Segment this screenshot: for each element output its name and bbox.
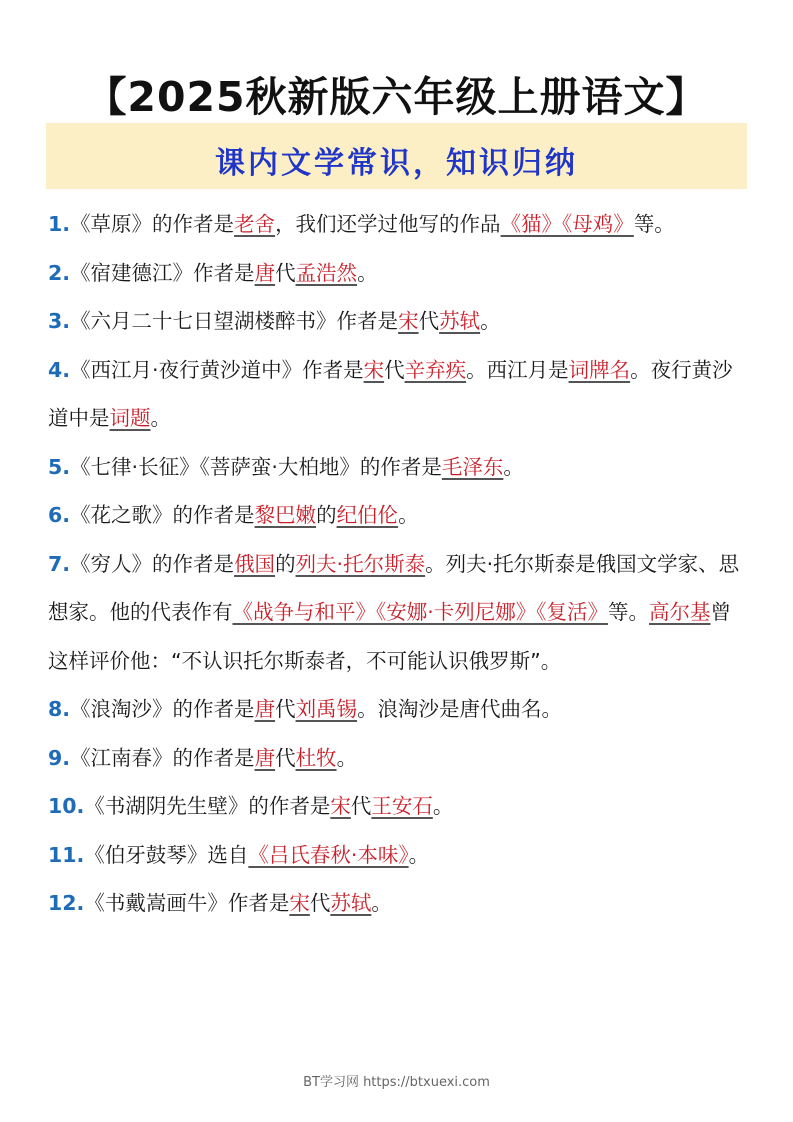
answer-text: 杜牧 bbox=[295, 745, 337, 770]
answer-text: 词题 bbox=[109, 406, 151, 430]
answer-text: 唐 bbox=[254, 260, 276, 285]
item-text: 代 bbox=[275, 745, 296, 770]
answer-text: 苏轼 bbox=[439, 309, 481, 333]
item-text: 《花之歌》的作者是 bbox=[70, 503, 255, 527]
answer-text: 孟浩然 bbox=[295, 260, 358, 285]
item-text: 代 bbox=[309, 891, 331, 915]
answer-text: 高尔基 bbox=[649, 600, 711, 624]
list-item bbox=[48, 443, 748, 492]
item-text: 。 bbox=[408, 842, 430, 867]
footer-source: BT学习网 https://btxuexi.com bbox=[303, 1075, 490, 1090]
item-text: 代 bbox=[275, 260, 296, 285]
answer-text: 《战争与和平》《安娜·卡列尼娜》《复活》 bbox=[232, 600, 609, 624]
list-item bbox=[48, 346, 748, 443]
list-item bbox=[48, 540, 748, 686]
item-text: ，我们还学过他写的作品 bbox=[275, 212, 501, 236]
knowledge-list bbox=[48, 200, 748, 928]
answer-text: 俄国 bbox=[234, 551, 276, 576]
list-item bbox=[48, 249, 748, 298]
item-text: 。 bbox=[336, 745, 358, 770]
answer-text: 列夫·托尔斯泰 bbox=[295, 551, 426, 576]
answer-text: 王安石 bbox=[371, 794, 433, 818]
item-text: 《书戴嵩画牛》作者是 bbox=[84, 891, 290, 915]
item-text: 《书湖阴先生壁》的作者是 bbox=[84, 794, 331, 818]
answer-text: 辛弃疾 bbox=[404, 357, 467, 382]
item-number: 1. bbox=[48, 212, 71, 236]
item-number: 2. bbox=[48, 260, 71, 285]
item-text: 代 bbox=[275, 697, 296, 721]
item-number: 11. bbox=[48, 842, 85, 867]
item-text: 《江南春》的作者是 bbox=[70, 745, 255, 770]
item-text: 等。 bbox=[608, 600, 650, 624]
item-text: 。列夫·托尔斯泰是俄国文学家、思想家。他的代表作有 bbox=[48, 551, 740, 624]
answer-text: 宋 bbox=[398, 309, 419, 333]
item-text: 代 bbox=[384, 357, 405, 382]
item-text: 的 bbox=[275, 551, 296, 576]
answer-text: 毛泽东 bbox=[441, 454, 504, 479]
item-text: 。 bbox=[357, 260, 378, 285]
item-text: 《六月二十七日望湖楼醉书》作者是 bbox=[70, 309, 399, 333]
list-item bbox=[48, 685, 748, 734]
answer-text: 《吕氏春秋·本味》 bbox=[248, 842, 409, 867]
answer-text: 宋 bbox=[330, 794, 351, 818]
item-number: 10. bbox=[48, 794, 85, 818]
item-text: 。 bbox=[150, 406, 171, 430]
item-text: 《草原》的作者是 bbox=[70, 212, 235, 236]
list-item bbox=[48, 879, 748, 928]
answer-text: 唐 bbox=[254, 697, 276, 721]
list-item bbox=[48, 491, 748, 540]
answer-text: 宋 bbox=[289, 891, 310, 915]
item-text: 《七律·长征》《菩萨蛮·大柏地》的作者是 bbox=[70, 454, 442, 479]
item-number: 8. bbox=[48, 697, 71, 721]
item-text: 。 bbox=[503, 454, 524, 479]
item-text: 。 bbox=[371, 891, 392, 915]
answer-text: 老舍 bbox=[234, 212, 276, 236]
item-text: 。 bbox=[398, 503, 419, 527]
subtitle: 课内文学常识，知识归纳 bbox=[215, 146, 578, 181]
item-text: 的 bbox=[316, 503, 337, 527]
item-number: 5. bbox=[48, 454, 71, 479]
answer-text: 纪伯伦 bbox=[336, 503, 399, 527]
item-text: 《浪淘沙》的作者是 bbox=[70, 697, 255, 721]
item-number: 9. bbox=[48, 745, 71, 770]
list-item bbox=[48, 831, 748, 880]
item-text: 《宿建德江》作者是 bbox=[70, 260, 255, 285]
list-item bbox=[48, 200, 748, 249]
item-text: 。西江月是 bbox=[466, 357, 569, 382]
page-title: 【2025秋新版六年级上册语文】 bbox=[85, 73, 708, 121]
item-text: 《穷人》的作者是 bbox=[70, 551, 235, 576]
item-text: 《伯牙鼓琴》选自 bbox=[84, 842, 249, 867]
item-number: 3. bbox=[48, 309, 71, 333]
answer-text: 宋 bbox=[363, 357, 385, 382]
list-item bbox=[48, 734, 748, 783]
answer-text: 苏轼 bbox=[330, 891, 372, 915]
answer-text: 黎巴嫩 bbox=[254, 503, 317, 527]
item-text: 《西江月·夜行黄沙道中》作者是 bbox=[70, 357, 364, 382]
list-item bbox=[48, 782, 748, 831]
item-text: 。 bbox=[480, 309, 501, 333]
item-text: 代 bbox=[418, 309, 440, 333]
item-number: 6. bbox=[48, 503, 71, 527]
item-text: 等。 bbox=[633, 212, 675, 236]
item-number: 4. bbox=[48, 357, 71, 382]
item-number: 7. bbox=[48, 551, 71, 576]
item-text: 代 bbox=[350, 794, 372, 818]
item-text: 。浪淘沙是唐代曲名。 bbox=[357, 697, 563, 721]
answer-text: 《猫》《母鸡》 bbox=[500, 212, 634, 236]
answer-text: 词牌名 bbox=[568, 357, 631, 382]
list-item bbox=[48, 297, 748, 346]
answer-text: 刘禹锡 bbox=[295, 697, 358, 721]
item-text: 曾这样评价他：“不认识托尔斯泰者，不可能认识俄罗斯”。 bbox=[48, 600, 732, 673]
item-number: 12. bbox=[48, 891, 85, 915]
answer-text: 唐 bbox=[254, 745, 276, 770]
item-text: 。 bbox=[432, 794, 454, 818]
item-text: 。夜行黄沙道中是 bbox=[48, 357, 733, 430]
